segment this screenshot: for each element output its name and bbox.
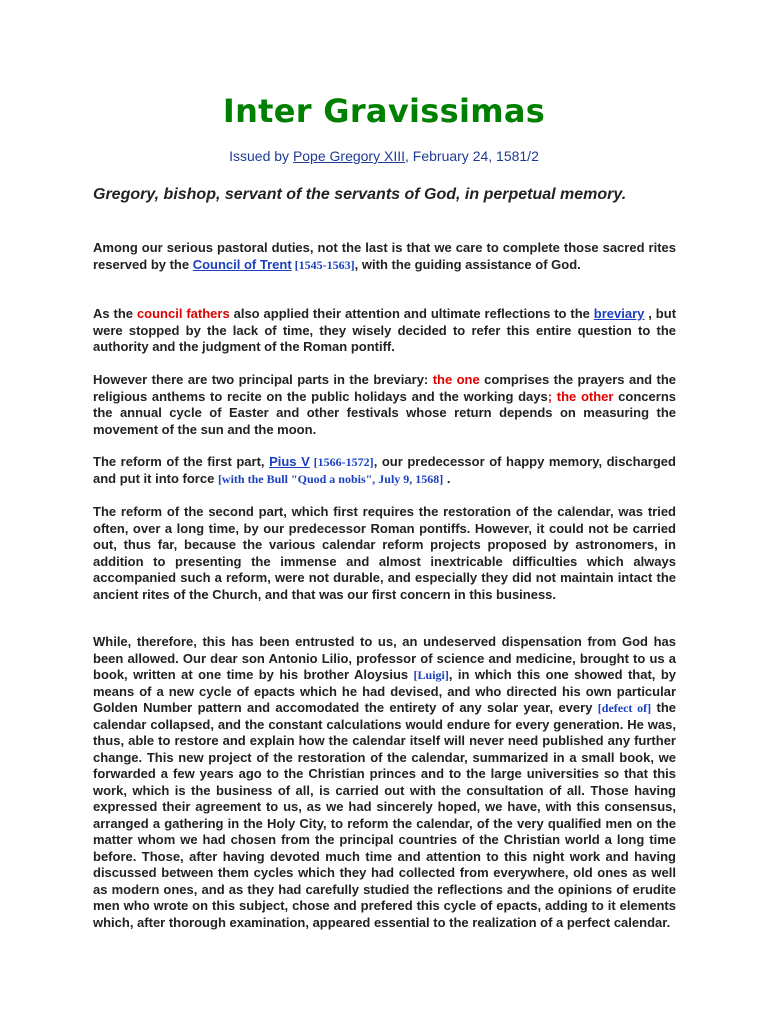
p4-text-a: The reform of the first part, <box>93 454 270 469</box>
p2-text-b: also applied their attention and ultimate reflections to the <box>229 306 594 321</box>
council-fathers-highlight: council fathers <box>136 306 230 321</box>
author-link[interactable]: Pope Gregory XIII <box>292 148 405 164</box>
pius-v-link[interactable]: Pius V <box>269 454 310 469</box>
p4-text-c: . <box>443 470 451 486</box>
p2-text-c: , but were stopped by the lack of time, they wisely decided to refer this entire question to the authority and the judgment of the Roman pontiff. <box>93 306 677 354</box>
p6-text-c: the calendar collapsed, and the constant calculations would endure for every generation. He was, thus, able to restore and explain how the calendar itself will never need published any further change. This new project of the restoration of the calendar, summarized in a small book, we forwarded a few years ago to the Christian princes and to the large universities so that this work, which is the business of all, is carried out with the consultation of all. Those having expressed their agreement to us, as we had sincerely hoped, we have, with this consensus, arranged a gathering in the Holy City, to reform the calendar, of the very qualified men on the matter whom we had chosen from the principal countries of the Christian world a long time before. Those, after having devoted much time and attention to this night work and having discussed between them cycles which they had collected from everywhere, old ones as well as modern ones, and as they had carefully studied the reflections and the opinions of erudite men who wrote on this subject, chose and prefered this cycle of epacts, adding to it elements which, after thorough examination, appeared essential to the realization of a perfect calendar. <box>93 700 676 930</box>
defect-of-note: [defect of] <box>597 701 652 715</box>
paragraph-1 <box>93 240 676 273</box>
document-title: Inter Gravissimas <box>222 92 546 130</box>
p4-text-b: , our predecessor of happy memory, discharged and put it into force <box>93 454 676 486</box>
paragraph-4 <box>93 454 676 487</box>
p3-text-b: comprises the prayers and the religious anthems to recite on the public holidays and the working days <box>93 372 676 404</box>
paragraph-5: The reform of the second part, which first requires the restoration of the calendar, was tried often, over a long time, by our predecessor Roman pontiffs. However, it could not be carried out, thus far, because the various calendar reform projects proposed by astronomers, in addition to presenting the immense and almost inextricable difficulties which always accompanied such a reform, were not durable, and especially they did not maintain intact the ancient rites of the Church, and that was our first concern in this business. <box>93 504 676 602</box>
paragraph-3 <box>93 372 676 438</box>
the-other-highlight: ; the other <box>547 388 614 404</box>
p6-text-a: While, therefore, this has been entrusted to us, an undeserved dispensation from God has been allowed. Our dear son Antonio Lilio, professor of science and medicine, brought to us a book, written at one time by his brother Aloysius <box>93 634 676 682</box>
p6-text-b: , in which this one showed that, by means of a new cycle of epacts which he had devised, and who directed his own particular Golden Number pattern and accomodated the entirety of any solar year, every <box>93 667 677 715</box>
paragraph-2 <box>93 306 676 356</box>
p1-text-b: , with the guiding assistance of God. <box>354 256 581 272</box>
the-one-highlight: the one <box>432 372 480 387</box>
council-dates: [1545-1563] <box>291 257 355 272</box>
issued-line <box>0 148 768 164</box>
luigi-note: [Luigi] <box>413 668 449 682</box>
paragraph-6 <box>93 634 676 931</box>
bull-note: [with the Bull "Quod a nobis", July 9, 1568] <box>217 471 444 486</box>
p1-text-a: Among our serious pastoral duties, not the last is that we care to complete those sacred rites reserved by the <box>93 240 676 272</box>
issued-prefix: Issued by <box>229 148 293 164</box>
breviary-link[interactable]: breviary <box>593 306 645 321</box>
p2-text-a: As the <box>93 306 137 321</box>
p3-text-c: concerns the annual cycle of Easter and other festivals whose return depends on measuring the movement of the sun and the moon. <box>93 388 676 437</box>
council-of-trent-link[interactable]: Council of Trent <box>192 256 292 272</box>
salutation: Gregory, bishop, servant of the servants of God, in perpetual memory. <box>93 186 627 203</box>
issued-date: , February 24, 1581/2 <box>405 148 539 164</box>
pius-v-dates: [1566-1572] <box>309 455 374 469</box>
p3-text-a: However there are two principal parts in the breviary: <box>93 372 433 387</box>
